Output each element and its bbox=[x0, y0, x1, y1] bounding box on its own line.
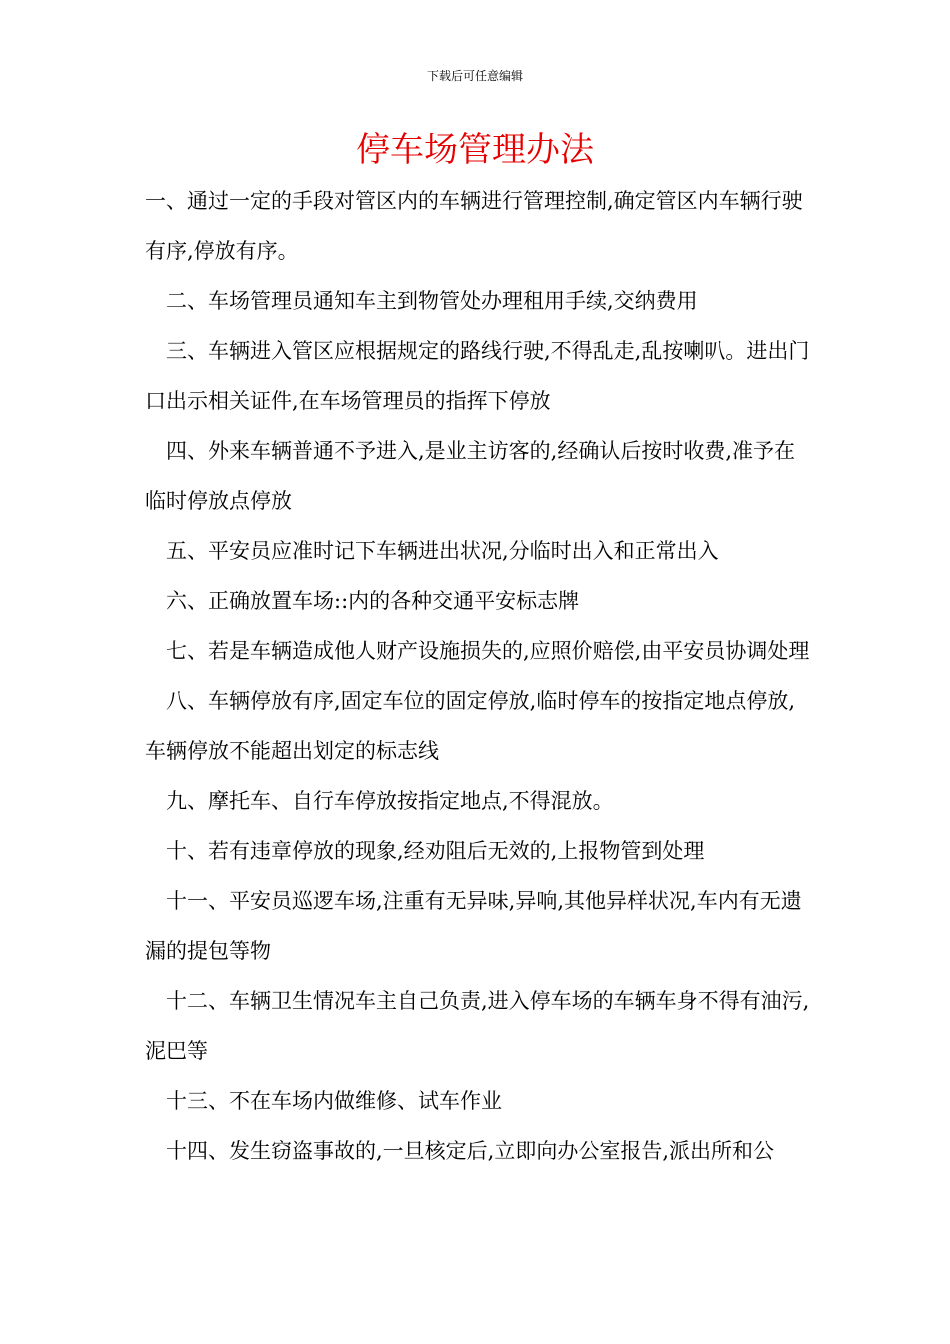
paragraph-14: 十四、发生窃盗事故的,一旦核定后,立即向办公室报告,派出所和公 bbox=[166, 1139, 775, 1163]
paragraph-8: 八、车辆停放有序,固定车位的固定停放,临时停车的按指定地点停放,车辆停放不能超出划定的标志线 bbox=[145, 689, 796, 763]
paragraph-2: 二、车场管理员通知车主到物管处办理租用手续,交纳费用 bbox=[166, 289, 698, 313]
document-body bbox=[145, 176, 811, 1176]
paragraph-10: 十、若有违章停放的现象,经劝阻后无效的,上报物管到处理 bbox=[166, 839, 705, 863]
paragraph-5: 五、平安员应准时记下车辆进出状况,分临时出入和正常出入 bbox=[166, 539, 719, 563]
paragraph-12: 十二、车辆卫生情况车主自己负责,进入停车场的车辆车身不得有油污,泥巴等 bbox=[145, 989, 810, 1063]
paragraph-7: 七、若是车辆造成他人财产设施损失的,应照价赔偿,由平安员协调处理 bbox=[166, 639, 810, 663]
paragraph-6: 六、正确放置车场::内的各种交通平安标志牌 bbox=[166, 589, 580, 613]
download-note: 下载后可任意编辑 bbox=[426, 69, 523, 83]
paragraph-13: 十三、不在车场内做维修、试车作业 bbox=[166, 1089, 502, 1113]
paragraph-3: 三、车辆进入管区应根据规定的路线行驶,不得乱走,乱按喇叭。进出门口出示相关证件,在车场管理员的指挥下停放 bbox=[145, 339, 810, 413]
paragraph-4: 四、外来车辆普通不予进入,是业主访客的,经确认后按时收费,准予在临时停放点停放 bbox=[145, 439, 796, 513]
paragraph-11: 十一、平安员巡逻车场,注重有无异味,异响,其他异样状况,车内有无遗漏的提包等物 bbox=[145, 889, 802, 963]
paragraph-9: 九、摩托车、自行车停放按指定地点,不得混放。 bbox=[166, 789, 614, 813]
document-title: 停车场管理办法 bbox=[356, 130, 594, 170]
paragraph-1: 一、通过一定的手段对管区内的车辆进行管理控制,确定管区内车辆行驶有序,停放有序。 bbox=[145, 189, 803, 263]
